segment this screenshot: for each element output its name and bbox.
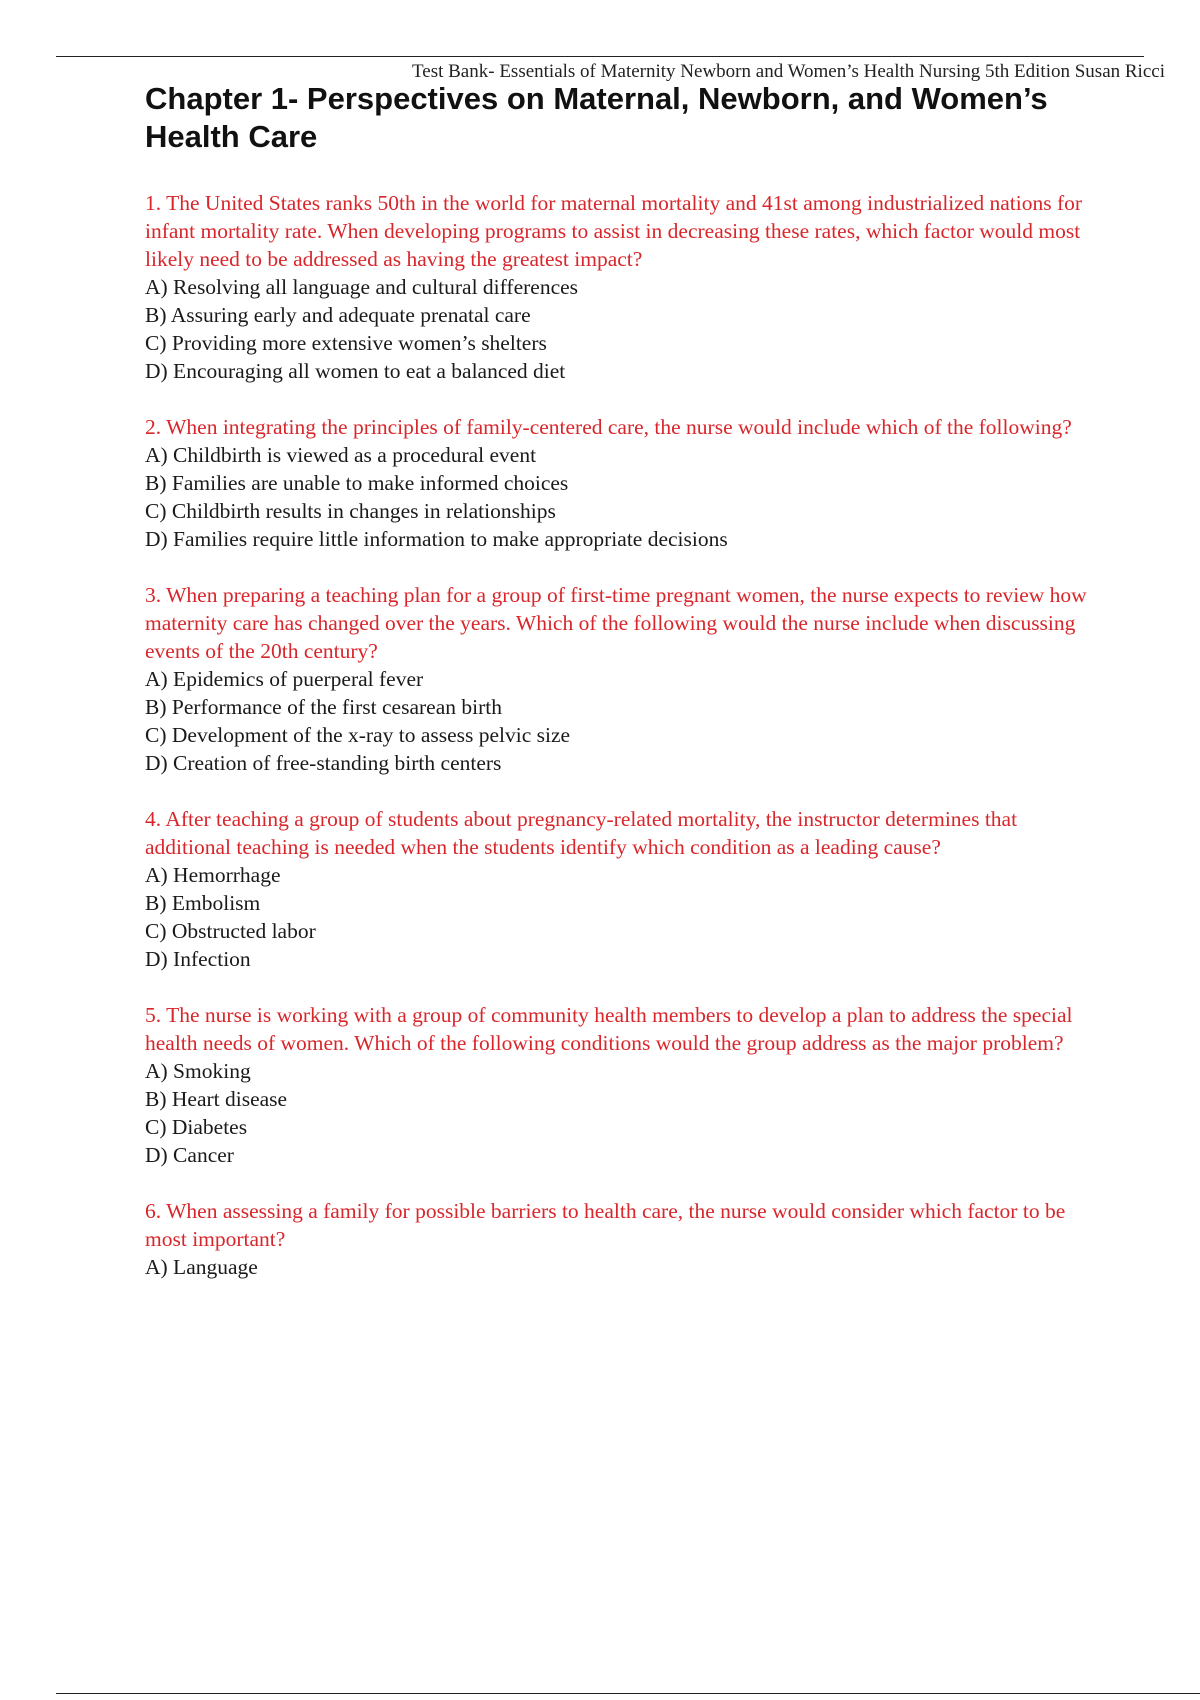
answer-option: B) Heart disease <box>145 1087 288 1111</box>
header-rule <box>56 56 1144 57</box>
question-item <box>145 1001 1095 1169</box>
answer-option: A) Resolving all language and cultural differences <box>145 275 579 299</box>
answer-options <box>145 665 1095 777</box>
answer-option: A) Smoking <box>145 1059 251 1083</box>
question-stem: 5. The nurse is working with a group of community health members to develop a plan to address the special health needs of women. Which of the following conditions would the group address as the major problem? <box>145 1003 1073 1055</box>
question-stem: 6. When assessing a family for possible barriers to health care, the nurse would consider which factor to be most important? <box>145 1199 1066 1251</box>
question-item <box>145 189 1095 385</box>
answer-option: C) Childbirth results in changes in relationships <box>145 499 556 523</box>
answer-option: C) Obstructed labor <box>145 919 316 943</box>
question-item <box>145 581 1095 777</box>
question-item <box>145 1197 1095 1281</box>
answer-option: D) Families require little information to make appropriate decisions <box>145 527 728 551</box>
answer-option: A) Childbirth is viewed as a procedural event <box>145 443 537 467</box>
answer-option: D) Encouraging all women to eat a balanced diet <box>145 359 566 383</box>
answer-option: A) Hemorrhage <box>145 863 281 887</box>
answer-option: D) Infection <box>145 947 251 971</box>
question-stem: 2. When integrating the principles of family-centered care, the nurse would include which of the following? <box>145 415 1072 439</box>
chapter-title: Chapter 1- Perspectives on Maternal, Newborn, and Women’s Health Care <box>145 81 1048 154</box>
question-stem: 1. The United States ranks 50th in the world for maternal mortality and 41st among industrialized nations for infant mortality rate. When developing programs to assist in decreasing these rates, which factor would most likely need to be addressed as having the greatest impact? <box>145 191 1083 271</box>
answer-options <box>145 273 1095 385</box>
question-item <box>145 805 1095 973</box>
answer-option: D) Creation of free-standing birth centers <box>145 751 502 775</box>
answer-option: B) Assuring early and adequate prenatal care <box>145 303 531 327</box>
question-list <box>145 189 1095 1309</box>
answer-options <box>145 1253 1095 1281</box>
question-stem: 3. When preparing a teaching plan for a group of first-time pregnant women, the nurse expects to review how maternity care has changed over the years. Which of the following would the nurse include when discussing events of the 20th century? <box>145 583 1087 663</box>
answer-options <box>145 441 1095 553</box>
question-stem: 4. After teaching a group of students about pregnancy-related mortality, the instructor determines that additional teaching is needed when the students identify which condition as a leading cause? <box>145 807 1018 859</box>
answer-options <box>145 1057 1095 1169</box>
answer-option: B) Embolism <box>145 891 261 915</box>
answer-option: C) Providing more extensive women’s shelters <box>145 331 547 355</box>
answer-option: C) Diabetes <box>145 1115 248 1139</box>
answer-option: C) Development of the x-ray to assess pelvic size <box>145 723 571 747</box>
answer-option: B) Performance of the first cesarean birth <box>145 695 502 719</box>
answer-option: B) Families are unable to make informed choices <box>145 471 569 495</box>
running-header: Test Bank- Essentials of Maternity Newborn and Women’s Health Nursing 5th Edition Susan Ricci <box>412 61 1165 82</box>
answer-option: D) Cancer <box>145 1143 234 1167</box>
answer-options <box>145 861 1095 973</box>
answer-option: A) Epidemics of puerperal fever <box>145 667 424 691</box>
answer-option: A) Language <box>145 1255 258 1279</box>
footer-rule <box>56 1693 1200 1694</box>
question-item <box>145 413 1095 553</box>
